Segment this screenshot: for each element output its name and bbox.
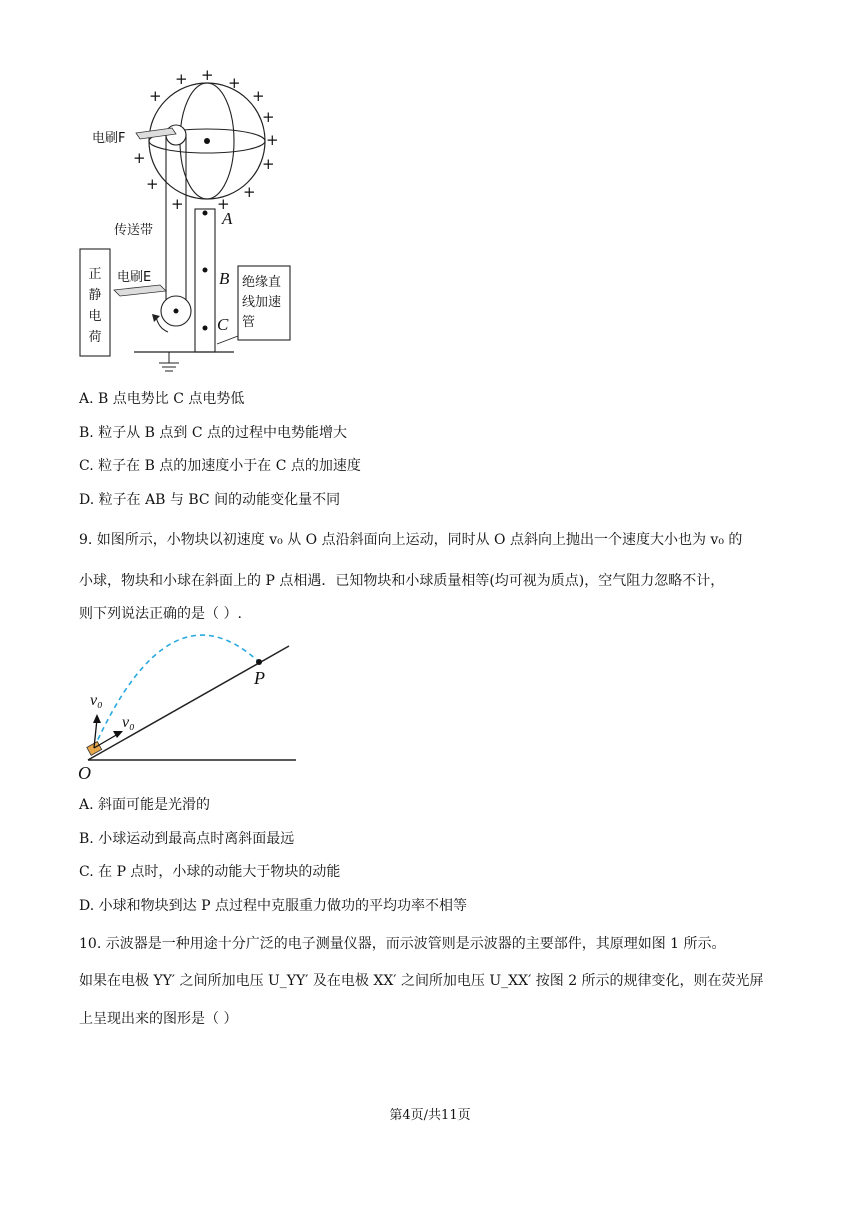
- charge-plus-sign: +: [133, 149, 146, 167]
- q9-option-b: B. 小球运动到最高点时离斜面最远: [79, 831, 295, 847]
- q8-option-c: C. 粒子在 B 点的加速度小于在 C 点的加速度: [79, 458, 361, 474]
- q8-option-a: A. B 点电势比 C 点电势低: [79, 391, 245, 407]
- charge-plus-sign: +: [175, 70, 188, 88]
- q9-stem-line-2: 小球，物块和小球在斜面上的 P 点相遇．已知物块和小球质量相等(均可视为质点)，空气阻力忽略不计，: [79, 573, 725, 589]
- charge-plus-sign: +: [217, 195, 230, 213]
- charge-plus-sign: +: [201, 66, 214, 84]
- charge-plus-sign: +: [149, 87, 162, 105]
- charge-plus-sign: +: [262, 108, 275, 126]
- van-de-graaff-diagram: [74, 66, 314, 386]
- point-p-label: P: [254, 668, 265, 688]
- charge-plus-sign: +: [228, 74, 241, 92]
- point-o-label: O: [78, 763, 91, 783]
- charge-plus-sign: +: [262, 155, 275, 173]
- brush-e-label: 电刷E: [117, 270, 152, 285]
- q9-option-a: A. 斜面可能是光滑的: [79, 797, 211, 813]
- brush-f-label: 电刷F: [92, 131, 126, 146]
- q8-option-b: B. 粒子从 B 点到 C 点的过程中电势能增大: [79, 425, 347, 441]
- charge-plus-sign: +: [266, 131, 279, 149]
- block-velocity-label: v₀: [122, 714, 135, 731]
- belt-label: 传送带: [114, 223, 154, 238]
- q10-stem-line-3: 上呈现出来的图形是（ ）: [79, 1011, 238, 1027]
- figure-incline: [78, 630, 308, 785]
- q8-option-d: D. 粒子在 AB 与 BC 间的动能变化量不同: [79, 492, 341, 508]
- ground-icon: [159, 352, 179, 371]
- figure-van-de-graaff: [74, 66, 314, 386]
- charge-plus-sign: +: [252, 87, 265, 105]
- incline-diagram: [78, 630, 308, 785]
- charge-plus-sign: +: [171, 195, 184, 213]
- point-b-label: B: [219, 269, 230, 288]
- q9-stem-line-1: 9. 如图所示，小物块以初速度 v₀ 从 O 点沿斜面向上运动，同时从 O 点斜向上抛出一个速度大小也为 v₀ 的: [79, 532, 743, 548]
- charge-plus-sign: +: [146, 175, 159, 193]
- tube-label: 绝缘直线加速管: [242, 275, 282, 330]
- q10-stem-line-2: 如果在电极 YY′ 之间所加电压 U_YY′ 及在电极 XX′ 之间所加电压 U_XX′ 按图 2 所示的规律变化，则在荧光屏: [79, 973, 764, 989]
- ball-velocity-label: v₀: [90, 692, 103, 709]
- q9-option-d: D. 小球和物块到达 P 点过程中克服重力做功的平均功率不相等: [79, 898, 467, 914]
- charge-plus-sign: +: [243, 183, 256, 201]
- page-footer: 第4页/共11页: [389, 1108, 471, 1123]
- point-a-label: A: [222, 209, 233, 228]
- q10-stem-line-1: 10. 示波器是一种用途十分广泛的电子测量仪器，而示波管则是示波器的主要部件，其原理如图 1 所示。: [79, 936, 726, 952]
- point-c-label: C: [217, 315, 229, 334]
- charge-label: 正静电荷: [88, 267, 102, 345]
- q9-stem-line-3: 则下列说法正确的是（ ）.: [79, 606, 242, 622]
- q9-option-c: C. 在 P 点时，小球的动能大于物块的动能: [79, 864, 341, 880]
